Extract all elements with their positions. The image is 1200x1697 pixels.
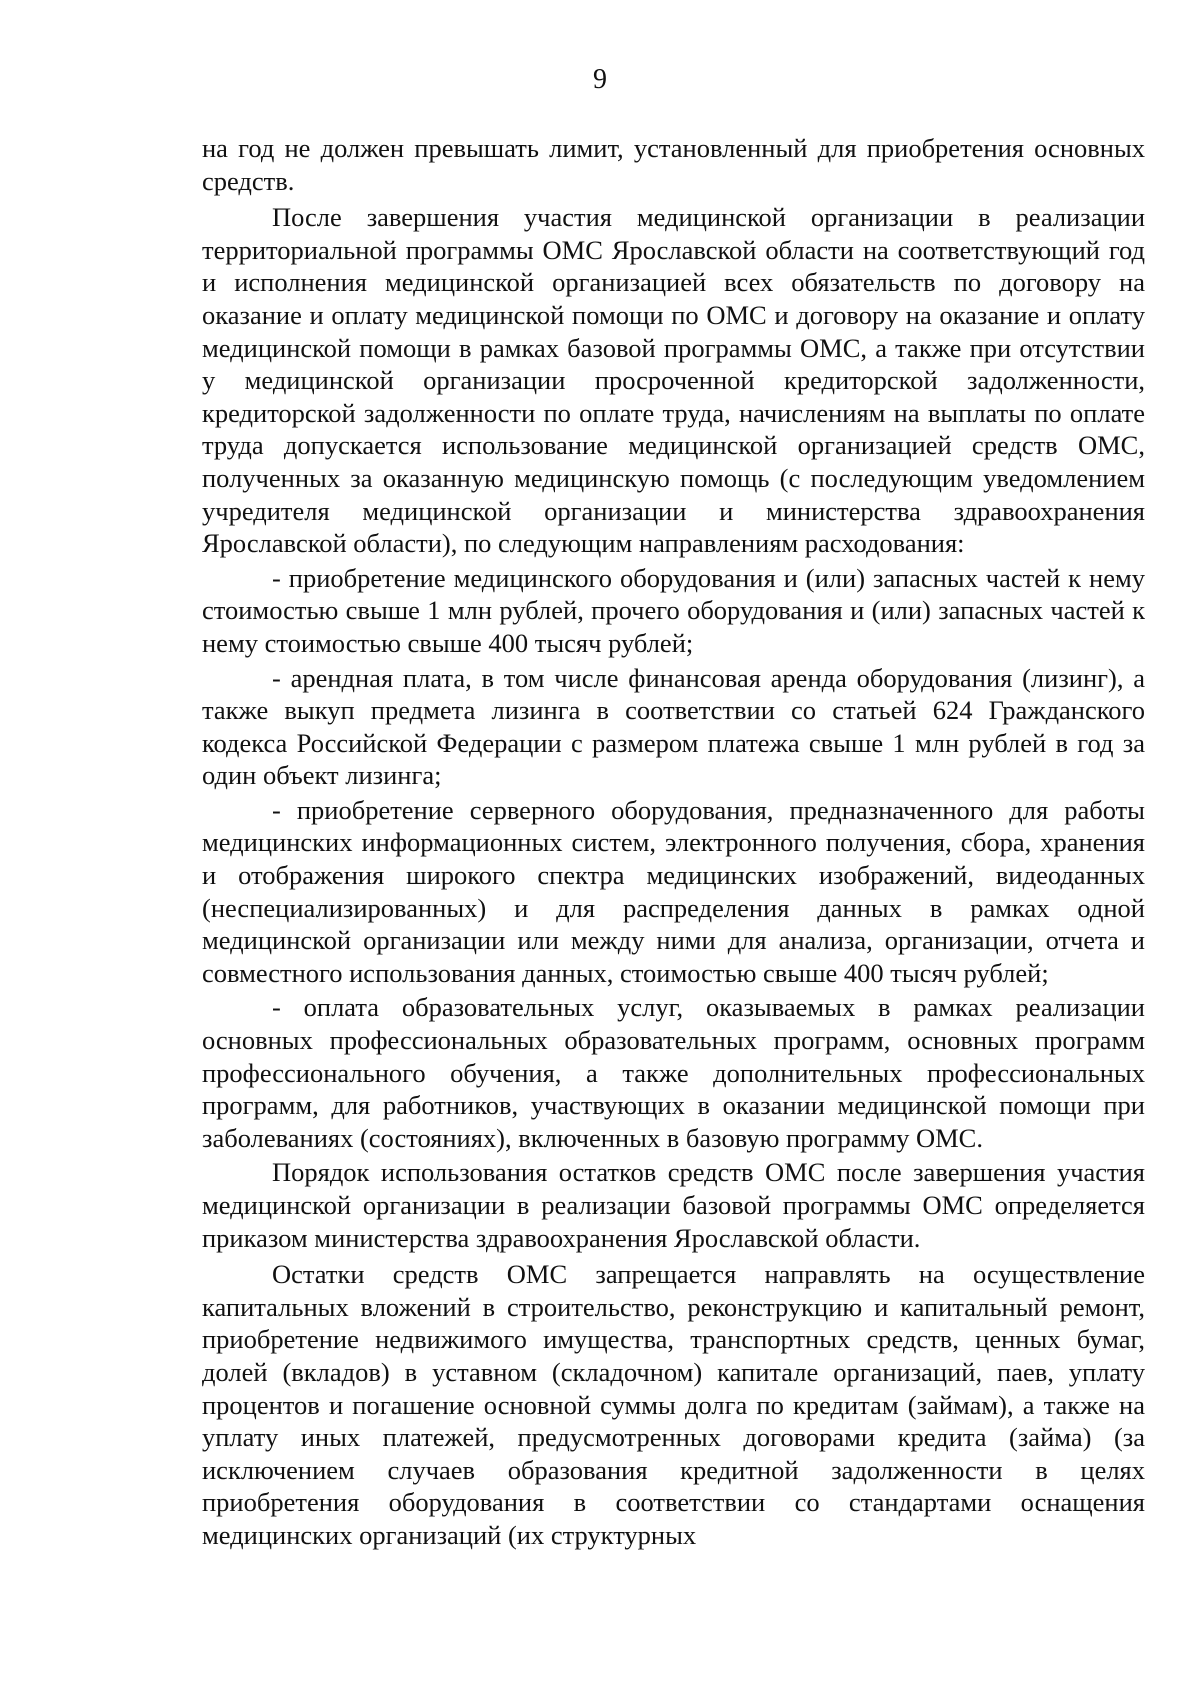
paragraph-prohibitions: Остатки средств ОМС запрещается направлять на осуществление капитальных вложений в строительство, реконструкцию и капитальный ремонт, приобретение недвижимого имущества, транспортных средств, ценных бумаг, долей (вкладов) в уставном (складочном) капитале организаций, паев, уплату процентов и погашение основной суммы долга по кредитам (займам), а также на уплату иных платежей, предусмотренных договорами кредита (займа) (за исключением случаев образования кредитной задолженности в целях приобретения оборудования в соответствии со стандартами оснащения медицинских организаций (их структурных <box>202 1259 1145 1550</box>
list-item-server-equipment: - приобретение серверного оборудования, предназначенного для работы медицинских информационных систем, электронного получения, сбора, хранения и отображения широкого спектра медицинских изображений, видеоданных (неспециализированных) и для распределения данных в рамках одной медицинской организации или между ними для анализа, организации, отчета и совместного использования данных, стоимостью свыше 400 тысяч рублей; <box>202 794 1145 988</box>
list-item-education-services: - оплата образовательных услуг, оказываемых в рамках реализации основных профессиональных образовательных программ, основных программ профессионального обучения, а также дополнительных профессиональных программ, для работников, участвующих в оказании медицинской помощи при заболеваниях (состояниях), включенных в базовую программу ОМС. <box>202 992 1145 1153</box>
paragraph-procedure: Порядок использования остатков средств ОМС после завершения участия медицинской организации в реализации базовой программы ОМС определяется приказом министерства здравоохранения Ярославской области. <box>202 1157 1145 1253</box>
paragraph-continuation: на год не должен превышать лимит, установленный для приобретения основных средств. <box>202 133 1145 196</box>
list-item-medical-equipment: - приобретение медицинского оборудования и (или) запасных частей к нему стоимостью свыше 1 млн рублей, прочего оборудования и (или) запасных частей к нему стоимостью свыше 400 тысяч рублей; <box>202 562 1145 658</box>
document-body <box>202 132 1145 1554</box>
page-number: 9 <box>593 64 607 95</box>
list-item-leasing: - арендная плата, в том числе финансовая аренда оборудования (лизинг), а также выкуп предмета лизинга в соответствии со статьей 624 Гражданского кодекса Российской Федерации с размером платежа свыше 1 млн рублей в год за один объект лизинга; <box>202 662 1145 791</box>
paragraph-oms-balance-usage: После завершения участия медицинской организации в реализации территориальной программы ОМС Ярославской области на соответствующий год и исполнения медицинской организацией всех обязательств по договору на оказание и оплату медицинской помощи по ОМС и договору на оказание и оплату медицинской помощи в рамках базовой программы ОМС, а также при отсутствии у медицинской организации просроченной кредиторской задолженности, кредиторской задолженности по оплате труда, начислениям на выплаты по оплате труда допускается использование медицинской организацией средств ОМС, полученных за оказанную медицинскую помощь (с последующим уведомлением учредителя медицинской организации и министерства здравоохранения Ярославской области), по следующим направлениям расходования: <box>202 202 1145 559</box>
